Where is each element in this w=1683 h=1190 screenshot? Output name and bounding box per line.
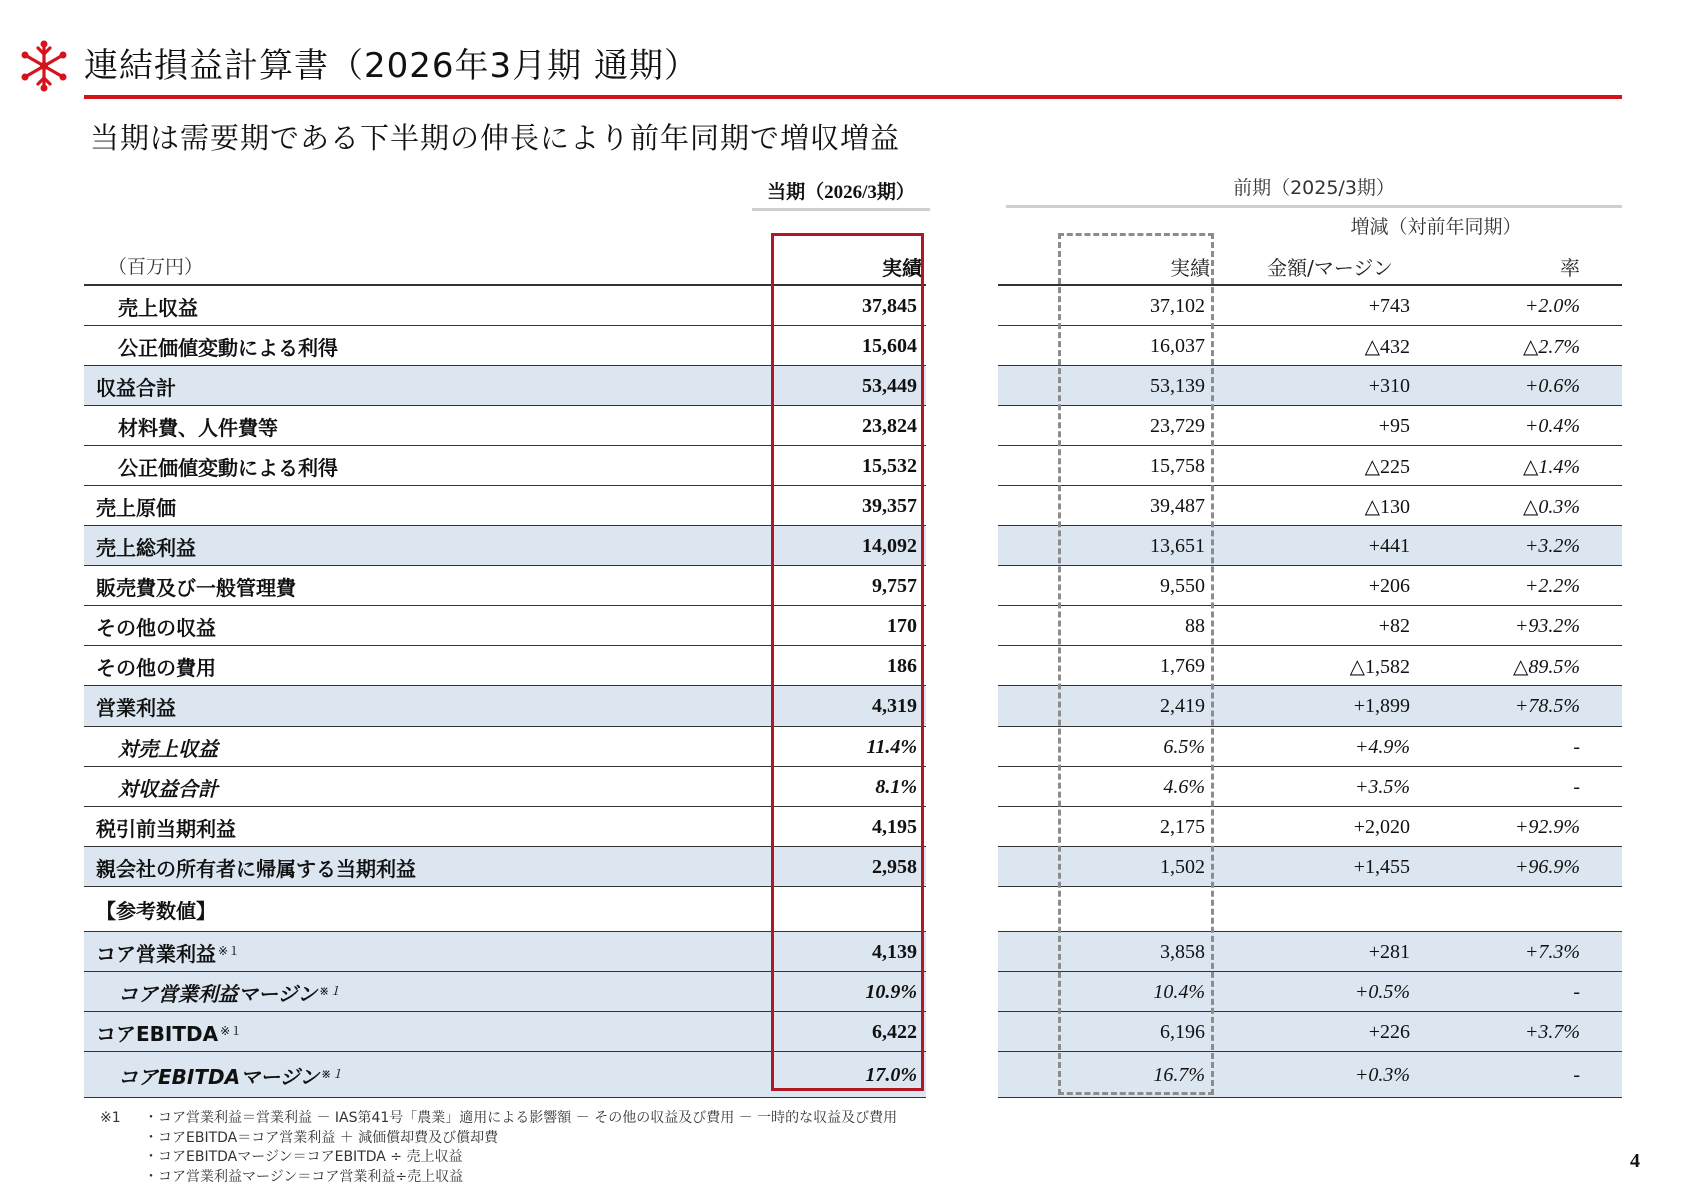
row-label-text: 親会社の所有者に帰属する当期利益 <box>96 856 416 881</box>
row-label <box>96 566 296 606</box>
previous-value: 6.5% <box>1163 735 1205 758</box>
row-label <box>96 526 196 566</box>
previous-value: 37,102 <box>1150 294 1205 317</box>
row-label <box>118 406 278 446</box>
change-amount: +2,020 <box>1353 815 1410 838</box>
row-label-text: 税引前当期利益 <box>96 816 236 841</box>
previous-value: 10.4% <box>1153 980 1205 1003</box>
current-value: 10.9% <box>865 980 917 1003</box>
change-rate: +3.2% <box>1524 534 1580 557</box>
change-rate: +0.6% <box>1524 374 1580 397</box>
previous-value: 13,651 <box>1150 534 1205 557</box>
previous-value: 39,487 <box>1150 494 1205 517</box>
change-rate: +3.7% <box>1524 1020 1580 1043</box>
current-value: 4,195 <box>872 815 917 838</box>
row-label-text: 材料費、人件費等 <box>118 415 278 440</box>
change-amount: △130 <box>1364 495 1410 518</box>
footnote-line: ・コア営業利益マージン＝コア営業利益÷売上収益 <box>144 1168 464 1185</box>
row-label-text: 【参考数値】 <box>96 899 216 923</box>
change-amount: +82 <box>1378 614 1410 637</box>
current-value: 15,532 <box>862 454 917 477</box>
row-label <box>96 1012 242 1052</box>
row-label <box>96 932 240 972</box>
change-amount: △1,582 <box>1349 655 1410 678</box>
current-value: 37,845 <box>862 294 917 317</box>
change-rate: - <box>1573 1063 1580 1086</box>
row-label-text: 営業利益 <box>96 696 176 720</box>
footnote-line: ・コアEBITDAマージン＝コアEBITDA ÷ 売上収益 <box>144 1149 463 1165</box>
change-amount: +0.5% <box>1354 980 1410 1003</box>
change-rate: △89.5% <box>1512 655 1580 678</box>
previous-value: 4.6% <box>1163 775 1205 798</box>
row-label <box>96 847 416 887</box>
row-label-text: 対収益合計 <box>118 776 218 801</box>
change-rate: +78.5% <box>1514 695 1580 717</box>
row-label-text: コア営業利益 <box>96 941 216 966</box>
row-label <box>118 727 218 767</box>
row-label-text: 売上収益 <box>118 295 198 320</box>
previous-value: 16.7% <box>1153 1063 1205 1086</box>
row-label <box>96 486 176 526</box>
row-label <box>96 646 216 686</box>
page-number: 4 <box>1630 1150 1640 1172</box>
current-period-underline <box>752 208 930 211</box>
current-value: 4,139 <box>872 940 917 963</box>
change-amount: +1,899 <box>1353 695 1410 717</box>
current-period-highlight-frame <box>771 233 924 1091</box>
change-amount: +0.3% <box>1354 1063 1410 1086</box>
row-label <box>118 446 338 486</box>
change-amount: +310 <box>1368 374 1410 397</box>
previous-value: 6,196 <box>1160 1020 1205 1043</box>
column-header-amount: 金額/マージン <box>1267 256 1393 280</box>
row-label-text: 売上原価 <box>96 495 176 520</box>
previous-period-underline <box>1006 205 1622 208</box>
footnote-ref: ※１ <box>319 983 342 998</box>
change-rate: △0.3% <box>1522 495 1580 518</box>
change-amount: +4.9% <box>1354 735 1410 758</box>
previous-value: 9,550 <box>1160 574 1205 597</box>
previous-value: 16,037 <box>1150 334 1205 357</box>
previous-value: 1,769 <box>1160 654 1205 677</box>
row-label-text: その他の費用 <box>96 655 216 680</box>
row-label <box>96 686 176 727</box>
change-rate: - <box>1573 980 1580 1003</box>
change-rate: +96.9% <box>1514 855 1580 878</box>
row-label-text: 収益合計 <box>96 375 176 400</box>
change-amount: △432 <box>1364 335 1410 358</box>
row-label <box>118 326 338 366</box>
current-period-header: 当期（2026/3期） <box>767 182 915 203</box>
current-value: 170 <box>887 614 917 637</box>
previous-value: 23,729 <box>1150 414 1205 437</box>
previous-value: 53,139 <box>1150 374 1205 397</box>
footnote-line: ・コア営業利益＝営業利益 － IAS第41号「農業」適用による影響額 － その他の収益及び費用 － 一時的な収益及び費用 <box>144 1110 898 1126</box>
previous-value: 15,758 <box>1150 454 1205 477</box>
row-label-text: その他の収益 <box>96 615 216 640</box>
change-amount: +281 <box>1368 940 1410 963</box>
current-value: 23,824 <box>862 414 917 437</box>
row-label-text: コアEBITDA <box>96 1021 219 1046</box>
row-label-text: 公正価値変動による利得 <box>118 455 338 480</box>
row-label <box>96 606 216 646</box>
row-label-text: コアEBITDAマージン <box>118 1064 320 1089</box>
column-header-rate: 率 <box>1560 256 1580 280</box>
previous-value: 1,502 <box>1160 855 1205 878</box>
current-value: 9,757 <box>872 574 917 597</box>
change-amount: +95 <box>1378 414 1410 437</box>
page-title: 連結損益計算書（2026年3月期 通期） <box>84 46 699 86</box>
previous-period-dashed-frame <box>1058 233 1214 1095</box>
footnote-mark: ※1 <box>100 1110 121 1126</box>
change-rate: △1.4% <box>1522 455 1580 478</box>
change-amount <box>1250 887 1410 932</box>
row-label <box>118 286 198 326</box>
row-label <box>96 366 176 406</box>
change-rate: +2.0% <box>1524 294 1580 317</box>
change-rate: +93.2% <box>1514 614 1580 637</box>
row-label-text: 公正価値変動による利得 <box>118 335 338 360</box>
row-label <box>96 887 216 932</box>
change-amount: +441 <box>1368 534 1410 557</box>
change-rate: - <box>1573 735 1580 758</box>
row-label <box>118 767 218 807</box>
previous-period-header: 前期（2025/3期） <box>1233 177 1395 199</box>
previous-value: 3,858 <box>1160 940 1205 963</box>
page-subtitle: 当期は需要期である下半期の伸長により前年同期で増収増益 <box>90 121 901 155</box>
current-value: 15,604 <box>862 334 917 357</box>
snowflake-logo-icon <box>18 40 70 92</box>
previous-value: 2,175 <box>1160 815 1205 838</box>
change-rate: +0.4% <box>1524 414 1580 437</box>
change-amount: +206 <box>1368 574 1410 597</box>
current-value: 53,449 <box>862 374 917 397</box>
footnotes <box>100 1109 897 1187</box>
current-value: 14,092 <box>862 534 917 557</box>
change-amount: +3.5% <box>1354 775 1410 798</box>
row-label-text: 対売上収益 <box>118 736 218 761</box>
change-rate: - <box>1573 775 1580 798</box>
row-label <box>96 807 236 847</box>
row-label-text: 売上総利益 <box>96 535 196 560</box>
change-rate: +2.2% <box>1524 574 1580 597</box>
change-amount: △225 <box>1364 455 1410 478</box>
current-value: 17.0% <box>865 1063 917 1086</box>
current-value: 186 <box>887 654 917 677</box>
current-value: 11.4% <box>866 735 917 758</box>
change-rate: △2.7% <box>1522 335 1580 358</box>
row-label <box>118 972 341 1012</box>
footnote-ref: ※１ <box>220 1023 243 1038</box>
column-header-current: 実績 <box>882 256 922 280</box>
unit-label: （百万円） <box>108 256 204 278</box>
current-value: 4,319 <box>872 695 917 717</box>
change-rate <box>1430 887 1580 932</box>
current-value: 6,422 <box>872 1020 917 1043</box>
footnote-ref: ※１ <box>321 1066 344 1081</box>
footnote-line: ・コアEBITDA＝コア営業利益 ＋ 減価償却費及び償却費 <box>144 1129 499 1146</box>
change-amount: +226 <box>1368 1020 1410 1043</box>
row-label-text: コア営業利益マージン <box>118 981 318 1006</box>
change-rate: +92.9% <box>1514 815 1580 838</box>
current-value: 8.1% <box>875 775 917 798</box>
title-underline <box>84 95 1622 99</box>
row-label-text: 販売費及び一般管理費 <box>96 575 296 600</box>
row-label <box>118 1052 343 1098</box>
previous-value: 2,419 <box>1160 695 1205 717</box>
current-value: 2,958 <box>872 855 917 878</box>
current-value: 39,357 <box>862 494 917 517</box>
change-amount: +1,455 <box>1353 855 1410 878</box>
change-rate: +7.3% <box>1524 940 1580 963</box>
previous-value: 88 <box>1185 614 1205 637</box>
delta-header: 増減（対前年同期） <box>1350 216 1522 238</box>
footnote-ref: ※１ <box>218 943 241 958</box>
change-amount: +743 <box>1368 294 1410 317</box>
column-header-previous: 実績 <box>1170 256 1210 280</box>
